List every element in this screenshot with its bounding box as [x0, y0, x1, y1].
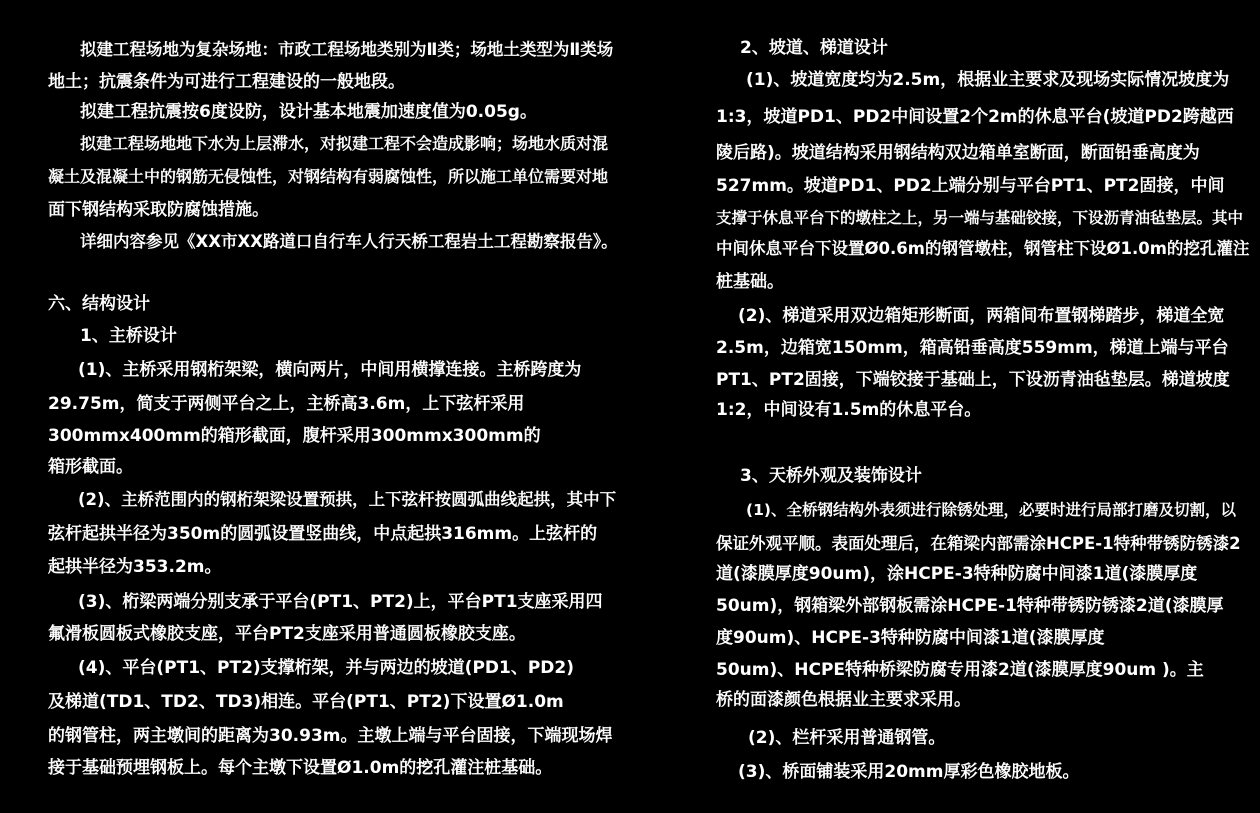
site-para-3-line-2: 凝土及混凝土中的钢筋无侵蚀性，对钢结构有弱腐蚀性，所以施工单位需要对地 [48, 167, 609, 186]
r3-line-5: 度90um)、HCPE-3特种防腐中间漆1道(漆膜厚度 [716, 628, 1105, 648]
section-6-title: 六、结构设计 [48, 294, 150, 314]
r1-line-6: 中间休息平台下设置Ø0.6m的钢管墩柱，钢管柱下设Ø1.0m的挖孔灌注 [716, 239, 1250, 258]
site-para-3-line-3: 面下钢结构采取防腐蚀措施。 [48, 200, 269, 220]
r2-line-3: PT1、PT2固接，下端铰接于基础上，下设沥青油毡垫层。梯道坡度 [716, 370, 1230, 390]
r1-line-2: 1:3，坡道PD1、PD2中间设置2个2m的休息平台(坡道PD2跨越西 [716, 107, 1234, 127]
r3-line-7: 桥的面漆颜色根据业主要求采用。 [716, 690, 971, 710]
r3-line-6: 50um)、HCPE特种桥梁防腐专用漆2道(漆膜厚度90um )。主 [716, 660, 1204, 680]
p4-line-2: 及梯道(TD1、TD2、TD3)相连。平台(PT1、PT2)下设置Ø1.0m [48, 692, 564, 712]
p1-line-3: 300mmx400mm的箱形截面，腹杆采用300mmx300mm的 [48, 426, 541, 446]
p4-line-3: 的钢管柱，两主墩间的距离为30.93m。主墩上端与平台固接，下端现场焊 [48, 726, 613, 746]
r3-line-2: 保证外观平顺。表面处理后，在箱梁内部需涂HCPE-1特种带锈防锈漆2 [716, 534, 1241, 553]
p2-line-1: (2)、主桥范围内的钢桁架梁设置预拱，上下弦杆按圆弧曲线起拱，其中下 [78, 490, 617, 509]
p1-line-2: 29.75m，简支于两侧平台之上，主桥高3.6m，上下弦杆采用 [48, 394, 525, 414]
r1-line-5: 支撑于休息平台下的墩柱之上，另一端与基础铰接，下设沥青油毡垫层。其中 [716, 209, 1244, 227]
p4-line-4: 接于基础预埋钢板上。每个主墩下设置Ø1.0m的挖孔灌注桩基础。 [48, 758, 553, 778]
site-para-3-line-1: 拟建工程场地地下水为上层滞水，对拟建工程不会造成影响；场地水质对混 [80, 134, 609, 153]
p2-line-3: 起拱半径为353.2m。 [48, 557, 222, 577]
site-para-1-line-2: 地土；抗震条件为可进行工程建设的一般地段。 [48, 72, 405, 92]
r3-line-1: (1)、全桥钢结构外表须进行除锈处理，必要时进行局部打磨及切割，以 [746, 501, 1236, 519]
r3-line-3: 道(漆膜厚度90um)，涂HCPE-3特种防腐中间漆1道(漆膜厚度 [716, 564, 1198, 584]
r4-line: (2)、栏杆采用普通钢管。 [748, 728, 946, 748]
p1-line-4: 箱形截面。 [48, 457, 133, 477]
sub-2-title: 2、坡道、梯道设计 [740, 38, 888, 58]
r1-line-4: 527mm。坡道PD1、PD2上端分别与平台PT1、PT2固接，中间 [716, 176, 1225, 196]
site-para-1-line-1: 拟建工程场地为复杂场地：市政工程场地类别为Ⅱ类；场地土类型为Ⅱ类场 [80, 40, 614, 59]
r2-line-4: 1:2，中间设有1.5m的休息平台。 [716, 400, 982, 420]
r1-line-7: 桩基础。 [716, 272, 784, 292]
r5-line: (3)、桥面铺装采用20mm厚彩色橡胶地板。 [738, 762, 1080, 782]
site-para-2: 拟建工程抗震按6度设防，设计基本地震加速度值为0.05g。 [80, 102, 537, 122]
p2-line-2: 弦杆起拱半径为350m的圆弧设置竖曲线，中点起拱316mm。上弦杆的 [48, 524, 598, 544]
r3-line-4: 50um)，钢箱梁外部钢板需涂HCPE-1特种带锈防锈漆2道(漆膜厚 [716, 596, 1224, 616]
r2-line-2: 2.5m，边箱宽150mm，箱高铅垂高度559mm，梯道上端与平台 [716, 338, 1229, 358]
sub-1-title: 1、主桥设计 [80, 326, 177, 346]
site-para-4: 详细内容参见《XX市XX路道口自行车人行天桥工程岩土工程勘察报告》。 [80, 232, 618, 251]
p3-line-2: 氟滑板圆板式橡胶支座，平台PT2支座采用普通圆板橡胶支座。 [48, 624, 526, 644]
p1-line-1: (1)、主桥采用钢桁架梁，横向两片，中间用横撑连接。主桥跨度为 [78, 360, 582, 380]
r2-line-1: (2)、梯道采用双边箱矩形断面，两箱间布置钢梯踏步，梯道全宽 [738, 306, 1225, 326]
p4-line-1: (4)、平台(PT1、PT2)支撑桁架，并与两边的坡道(PD1、PD2) [78, 658, 575, 678]
p3-line-1: (3)、桁梁两端分别支承于平台(PT1、PT2)上，平台PT1支座采用四 [78, 592, 603, 612]
r1-line-1: (1)、坡道宽度均为2.5m，根据业主要求及现场实际情况坡度为 [746, 70, 1230, 90]
sub-3-title: 3、天桥外观及装饰设计 [740, 466, 922, 486]
r1-line-3: 陵后路)。坡道结构采用钢结构双边箱单室断面，断面铅垂高度为 [716, 143, 1200, 163]
